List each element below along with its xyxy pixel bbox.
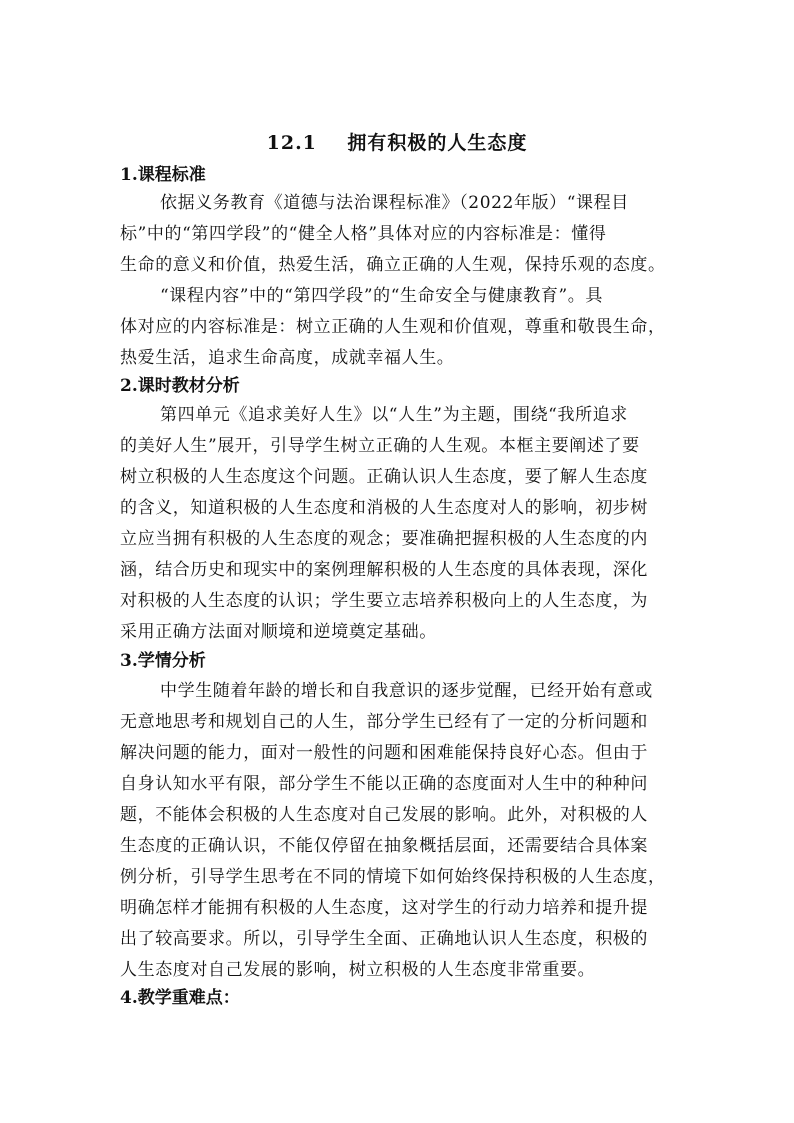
document-title: 12.1 拥有积极的人生态度 bbox=[266, 132, 528, 154]
paragraph-line: 自身认知水平有限，部分学生不能以正确的态度面对人生中的种种问 bbox=[120, 774, 648, 794]
paragraph-line: 的含义，知道积极的人生态度和消极的人生态度对人的影响，初步树 bbox=[120, 498, 648, 518]
paragraph-line: 的美好人生”展开，引导学生树立正确的人生观。本框主要阐述了要 bbox=[120, 436, 640, 456]
section-heading-student-analysis: 3.学情分析 bbox=[120, 651, 206, 671]
section-heading-key-difficulties: 4.教学重难点： bbox=[120, 988, 240, 1008]
section-heading-textbook-analysis: 2.课时教材分析 bbox=[120, 376, 240, 396]
section-heading-curriculum-standard: 1.课程标准 bbox=[120, 165, 206, 185]
paragraph-line: 中学生随着年龄的增长和自我意识的逐步觉醒，已经开始有意或 bbox=[160, 681, 653, 701]
paragraph-line: 热爱生活，追求生命高度，成就幸福人生。 bbox=[120, 348, 455, 368]
paragraph-line: 无意地思考和规划自己的人生，部分学生已经有了一定的分析问题和 bbox=[120, 712, 648, 732]
paragraph-line: 人生态度对自己发展的影响，树立积极的人生态度非常重要。 bbox=[120, 960, 596, 980]
paragraph-line: 生态度的正确认识，不能仅停留在抽象概括层面，还需要结合具体案 bbox=[120, 836, 648, 856]
paragraph-line: 题，不能体会积极的人生态度对自己发展的影响。此外，对积极的人 bbox=[120, 805, 648, 825]
paragraph-line: 出了较高要求。所以，引导学生全面、正确地认识人生态度，积极的 bbox=[120, 929, 648, 949]
paragraph-line: 第四单元《追求美好人生》以“人生”为主题，围绕“我所追求 bbox=[160, 405, 628, 425]
paragraph-line: 解决问题的能力，面对一般性的问题和困难能保持良好心态。但由于 bbox=[120, 743, 648, 763]
paragraph-line: “课程内容”中的“第四学段”的“生命安全与健康教育”。具 bbox=[160, 286, 603, 306]
paragraph-line: 采用正确方法面对顺境和逆境奠定基础。 bbox=[120, 622, 437, 642]
paragraph-line: 对积极的人生态度的认识；学生要立志培养积极向上的人生态度，为 bbox=[120, 591, 648, 611]
paragraph-line: 依据义务教育《道德与法治课程标准》（2022年版）“课程目 bbox=[160, 193, 629, 213]
paragraph-line: 明确怎样才能拥有积极的人生态度，这对学生的行动力培养和提升提 bbox=[120, 898, 648, 918]
paragraph-line: 树立积极的人生态度这个问题。正确认识人生态度，要了解人生态度 bbox=[120, 467, 648, 487]
paragraph-line: 涵，结合历史和现实中的案例理解积极的人生态度的具体表现，深化 bbox=[120, 560, 648, 580]
paragraph-line: 体对应的内容标准是：树立正确的人生观和价值观，尊重和敬畏生命， bbox=[120, 317, 666, 337]
paragraph-line: 立应当拥有积极的人生态度的观念；要准确把握积极的人生态度的内 bbox=[120, 529, 648, 549]
paragraph-line: 生命的意义和价值，热爱生活，确立正确的人生观，保持乐观的态度。 bbox=[120, 255, 666, 275]
paragraph-line: 例分析，引导学生思考在不同的情境下如何始终保持积极的人生态度， bbox=[120, 867, 666, 887]
paragraph-line: 标”中的“第四学段”的“健全人格”具体对应的内容标准是：懂得 bbox=[120, 224, 607, 244]
